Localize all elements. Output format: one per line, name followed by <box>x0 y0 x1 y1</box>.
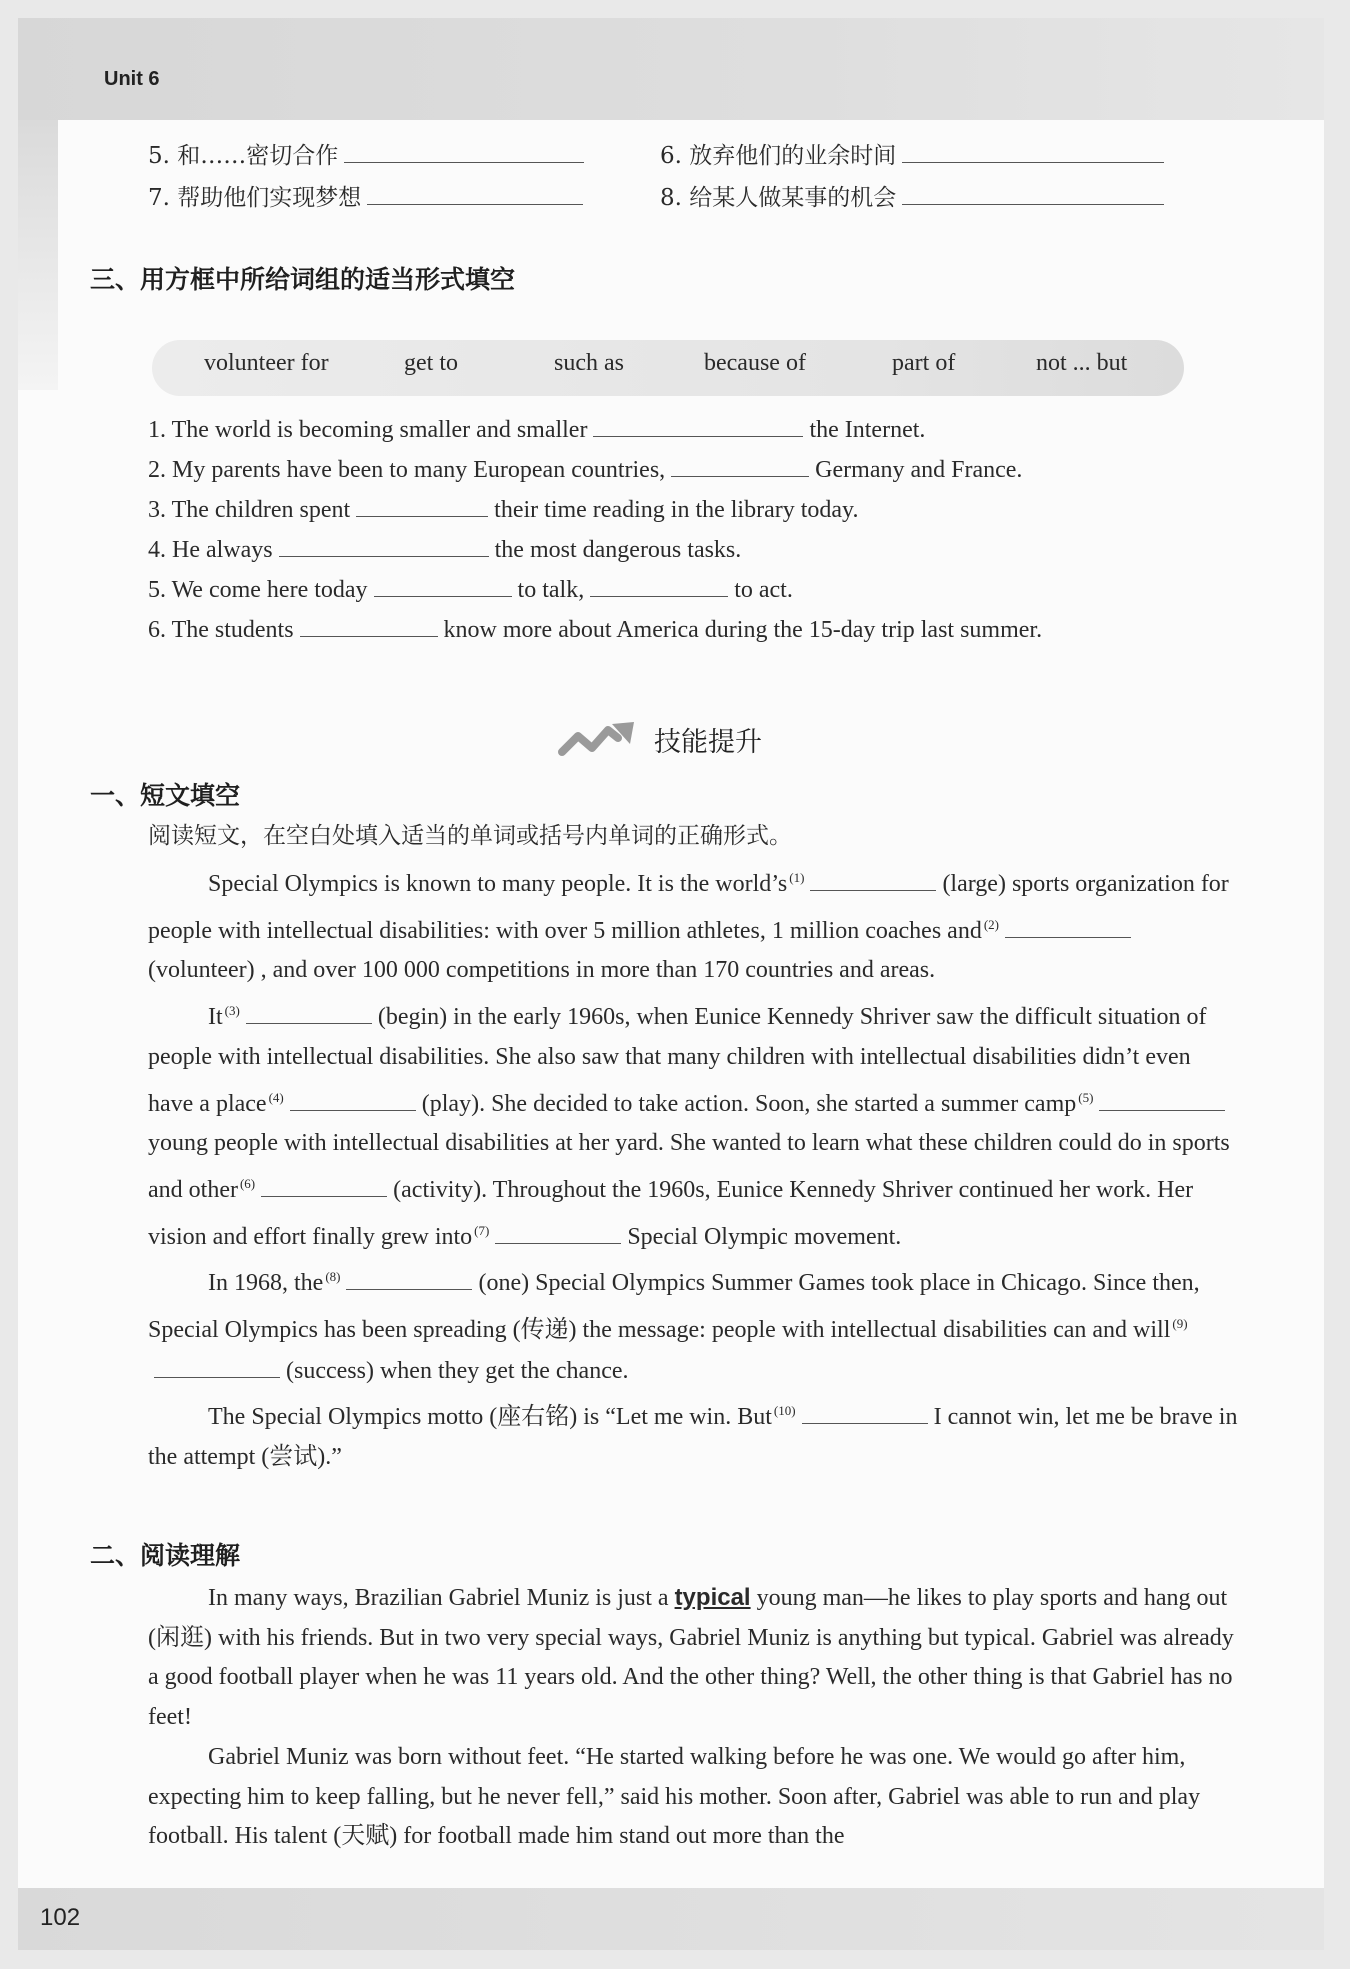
word-box-item: part of <box>892 350 956 376</box>
text: Special Olympics is known to many people. It is the world’s <box>208 871 788 897</box>
unit-label: Unit 6 <box>104 68 160 90</box>
question-text: 4. He always <box>148 537 273 563</box>
phrase-text: 7. 帮助他们实现梦想 <box>148 185 362 211</box>
word-box-item: get to <box>404 350 458 376</box>
question-text: to talk, <box>517 577 585 603</box>
question-3 <box>148 490 859 530</box>
paragraph <box>148 858 1238 991</box>
blank-number: (4) <box>268 1089 284 1105</box>
answer-blank[interactable] <box>344 136 584 163</box>
blank-number: (1) <box>789 870 805 885</box>
section-title: 三、用方框中所给词组的适当形式填空 <box>90 265 516 294</box>
answer-blank[interactable] <box>374 570 512 597</box>
question-text: Germany and France. <box>815 457 1023 483</box>
answer-blank[interactable] <box>810 864 936 891</box>
question-4 <box>148 530 741 570</box>
answer-blank[interactable] <box>593 410 803 437</box>
paragraph <box>148 1578 1238 1738</box>
text: In 1968, the <box>208 1270 324 1297</box>
text: (begin) in the early 1960s, when Eunice Kennedy Shriver saw the difficult situation of people with intellectual disabilities. She also saw that many children with intellectual disabilities didn’t even have a place <box>148 1004 1207 1117</box>
answer-blank[interactable] <box>279 530 489 557</box>
paragraph: Gabriel Muniz was born without feet. “He started walking before he was one. We would go after him, expecting him to keep falling, but he never fell,” said his mother. Soon after, Gabriel was able to run and play football. His talent (天赋) for football made him stand out more than the <box>148 1743 1201 1850</box>
answer-blank[interactable] <box>246 997 372 1024</box>
text: (play). She decided to take action. Soon, she started a summer camp <box>421 1090 1077 1117</box>
blank-number: (10) <box>773 1403 796 1419</box>
blank-number: (5) <box>1078 1089 1094 1105</box>
section-title: 二、阅读理解 <box>90 1541 241 1570</box>
question-text: the Internet. <box>809 417 926 443</box>
answer-blank[interactable] <box>902 178 1164 205</box>
question-text: 2. My parents have been to many European countries, <box>148 457 666 483</box>
word-box-item: such as <box>554 350 624 376</box>
cloze-passage <box>148 858 1238 1478</box>
question-text: 6. The students <box>148 617 294 643</box>
text: Special Olympic movement. <box>627 1223 902 1250</box>
header-band <box>18 18 1324 120</box>
question-text: their time reading in the library today. <box>494 497 859 523</box>
answer-blank[interactable] <box>261 1170 387 1197</box>
text: In many ways, Brazilian Gabriel Muniz is just a <box>208 1585 669 1611</box>
workbook-page <box>18 18 1324 1950</box>
answer-blank[interactable] <box>495 1217 621 1244</box>
answer-blank[interactable] <box>1005 911 1131 938</box>
question-6 <box>148 610 1042 650</box>
answer-blank[interactable] <box>346 1263 472 1290</box>
answer-blank[interactable] <box>802 1397 928 1424</box>
paragraph <box>148 991 1238 1257</box>
phrase-item-5 <box>148 136 590 176</box>
phrase-text: 6. 放弃他们的业余时间 <box>660 143 897 169</box>
blank-number: (9) <box>1172 1316 1188 1332</box>
side-tab <box>18 120 58 390</box>
blank-number: (6) <box>239 1175 256 1191</box>
blank-number: (8) <box>325 1269 341 1285</box>
answer-blank[interactable] <box>671 450 809 477</box>
paragraph <box>148 1391 1238 1477</box>
answer-blank[interactable] <box>590 570 728 597</box>
answer-blank[interactable] <box>290 1084 416 1111</box>
question-text: to act. <box>734 577 793 603</box>
reading-passage <box>148 1578 1238 1857</box>
word-box-item: volunteer for <box>204 350 329 376</box>
text: The Special Olympics motto (座右铭) is “Let me win. But <box>208 1404 772 1431</box>
text: (one) Special Olympics Summer Games took place in Chicago. Since then, Special Olympics has been spreading (传递) the message: people with intellectual disabilities can and will <box>148 1270 1200 1344</box>
skills-header <box>558 718 858 762</box>
text: It <box>208 1004 223 1031</box>
question-text: the most dangerous tasks. <box>494 537 742 563</box>
phrase-item-8 <box>660 178 1170 218</box>
phrase-item-6 <box>660 136 1170 176</box>
answer-blank[interactable] <box>367 178 583 205</box>
text: young people with intellectual disabilities at her yard. She wanted to learn what these children could do in sports and other <box>148 1130 1230 1203</box>
question-text: 1. The world is becoming smaller and smaller <box>148 417 588 443</box>
footer-band <box>18 1888 1324 1950</box>
text: (large) sports organization for people with intellectual disabilities: with over 5 million athletes, 1 million coaches and <box>148 871 1229 944</box>
question-text: 5. We come here today <box>148 577 368 603</box>
phrase-text: 8. 给某人做某事的机会 <box>660 185 897 211</box>
phrase-item-7 <box>148 178 589 218</box>
text: (volunteer) , and over 100 000 competitions in more than 170 countries and areas. <box>148 957 936 984</box>
page-number: 102 <box>40 1904 81 1931</box>
question-text: 3. The children spent <box>148 497 351 523</box>
word-box-item: because of <box>704 350 806 376</box>
answer-blank[interactable] <box>902 136 1164 163</box>
text: young man—he likes to play sports and hang out (闲逛) with his friends. But in two very special ways, Gabriel Muniz is anything but typical. Gabriel was already a good football player when he was 11 years old. And the other thing? Well, the other thing is that Gabriel has no feet! <box>148 1585 1234 1731</box>
question-2 <box>148 450 1022 490</box>
answer-blank[interactable] <box>356 490 488 517</box>
text: I cannot win, let me be brave in the attempt (尝试).” <box>148 1404 1238 1471</box>
answer-blank[interactable] <box>1099 1084 1225 1111</box>
trend-arrow-icon <box>558 722 638 758</box>
answer-blank[interactable] <box>300 610 438 637</box>
question-1 <box>148 410 925 450</box>
skills-title: 技能提升 <box>654 727 762 758</box>
answer-blank[interactable] <box>154 1351 280 1378</box>
word-box-item: not ... but <box>1036 350 1128 376</box>
paragraph <box>148 1257 1238 1391</box>
word-box <box>152 340 1184 396</box>
highlighted-word: typical <box>674 1584 751 1611</box>
text: (success) when they get the chance. <box>286 1357 629 1384</box>
question-text: know more about America during the 15-day trip last summer. <box>443 617 1043 643</box>
blank-number: (7) <box>474 1222 490 1238</box>
blank-number: (2) <box>983 916 999 932</box>
question-5 <box>148 570 793 610</box>
instruction: 阅读短文，在空白处填入适当的单词或括号内单词的正确形式。 <box>148 823 792 849</box>
section-title: 一、短文填空 <box>90 781 241 810</box>
blank-number: (3) <box>224 1003 240 1019</box>
text: (activity). Throughout the 1960s, Eunice Kennedy Shriver continued her work. Her vision and effort finally grew into <box>148 1176 1194 1250</box>
phrase-text: 5. 和……密切合作 <box>148 143 339 169</box>
